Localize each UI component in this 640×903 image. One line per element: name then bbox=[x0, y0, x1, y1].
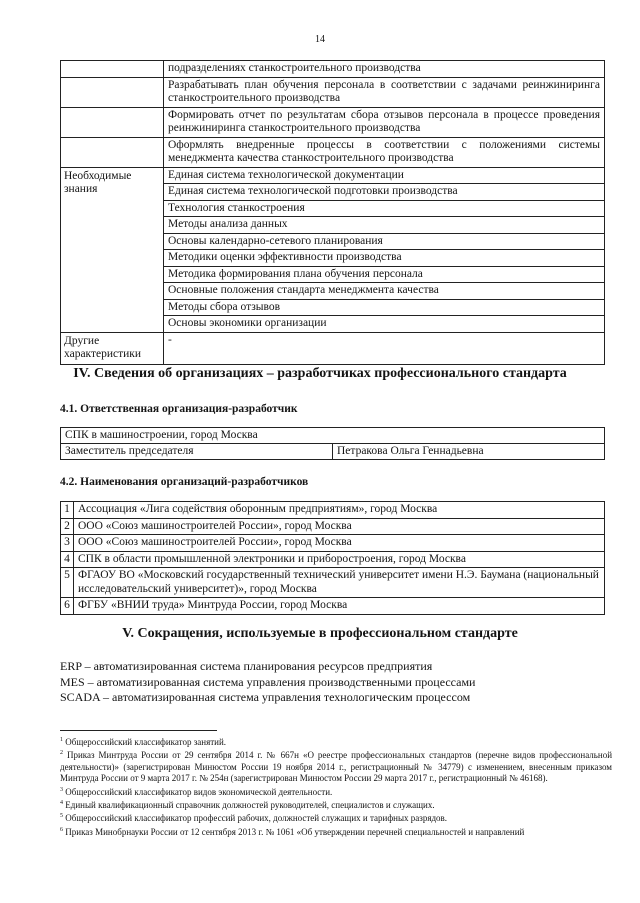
footnote-text: Общероссийский классификатор занятий. bbox=[65, 737, 227, 747]
subsection-4-1-title: 4.1. Ответственная организация-разработчик bbox=[60, 403, 298, 415]
developer-name: СПК в области промышленной электроники и приборостроения, город Москва bbox=[74, 551, 605, 568]
row-number: 2 bbox=[61, 518, 74, 535]
knowledge-cell: Методики оценки эффективности производства bbox=[164, 250, 605, 267]
table-row bbox=[61, 551, 605, 568]
knowledge-label: Необходимые знания bbox=[61, 167, 164, 332]
footnote-mark: 2 bbox=[60, 750, 63, 757]
table-row bbox=[61, 77, 605, 107]
row-number: 6 bbox=[61, 598, 74, 615]
knowledge-cell: Технология станкостроения bbox=[164, 200, 605, 217]
knowledge-cell: Методы анализа данных bbox=[164, 217, 605, 234]
table-row bbox=[61, 518, 605, 535]
footnote-mark: 1 bbox=[60, 737, 63, 743]
responsible-org-table bbox=[60, 427, 605, 460]
row-number: 3 bbox=[61, 535, 74, 552]
footnote-text: Общероссийский классификатор видов экономической деятельности. bbox=[65, 786, 333, 797]
row-number: 1 bbox=[61, 502, 74, 519]
row-number: 5 bbox=[61, 568, 74, 598]
developers-table bbox=[60, 501, 605, 615]
requirements-table bbox=[60, 60, 605, 365]
other-characteristics-value: - bbox=[164, 332, 605, 364]
subsection-4-2-title: 4.2. Наименования организаций-разработчиков bbox=[60, 476, 309, 488]
skill-cell: Разрабатывать план обучения персонала в соответствии с задачами реинжиниринга станкостроительного производства bbox=[164, 77, 605, 107]
developer-name: ФГБУ «ВНИИ труда» Минтруда России, город Москва bbox=[74, 598, 605, 615]
skill-cell: Формировать отчет по результатам сбора отзывов персонала в процессе проведения реинжиниринга станкостроительного производства bbox=[164, 107, 605, 137]
footnote-separator bbox=[60, 730, 217, 731]
footnote bbox=[60, 825, 612, 838]
footnote bbox=[60, 785, 612, 798]
table-row bbox=[61, 137, 605, 167]
table-row bbox=[61, 568, 605, 598]
other-characteristics-label: Другие характеристики bbox=[61, 332, 164, 364]
abbreviation-item: ERP – автоматизированная система планирования ресурсов предприятия bbox=[60, 659, 433, 673]
developer-name: ООО «Союз машиностроителей России», город Москва bbox=[74, 535, 605, 552]
footnote-mark: 3 bbox=[60, 786, 63, 793]
footnote-mark: 5 bbox=[60, 813, 63, 820]
table-row bbox=[61, 502, 605, 519]
developer-name: Ассоциация «Лига содействия оборонным предприятиям», город Москва bbox=[74, 502, 605, 519]
table-row bbox=[61, 332, 605, 364]
footnote-text: Общероссийский классификатор профессий рабочих, должностей служащих и тарифных разрядов. bbox=[65, 813, 448, 824]
section-4-title: IV. Сведения об организациях – разработчиках профессионального стандарта bbox=[73, 366, 567, 381]
table-row bbox=[61, 428, 605, 444]
table-row bbox=[61, 167, 605, 184]
footnote bbox=[60, 748, 612, 784]
table-row bbox=[61, 444, 605, 460]
footnote-text: Приказ Минтруда России от 29 сентября 2014 г. № 667н «О реестре профессиональных стандартов (перечне видов профессиональной деятельности)» (зарегистрирован Минюстом России 19 ноября 2014 г., регистрационный № 34779) с изменением, внесенным приказом Минтруда России от 9 марта 2017 г. № 254н (зарегистрирован Минюстом России 29 марта 2017 г., регистрационный № 46168). bbox=[60, 750, 613, 784]
footnote bbox=[60, 798, 612, 811]
table-row bbox=[61, 107, 605, 137]
empty-label-cell bbox=[61, 61, 164, 78]
abbreviation-item: MES – автоматизированная система управления производственными процессами bbox=[60, 674, 476, 689]
table-row bbox=[61, 535, 605, 552]
page-number: 14 bbox=[315, 34, 325, 45]
responsible-person: Петракова Ольга Геннадьевна bbox=[333, 444, 605, 460]
responsible-org-name: СПК в машиностроении, город Москва bbox=[61, 428, 605, 444]
skill-cell: подразделениях станкостроительного производства bbox=[164, 61, 605, 78]
knowledge-cell: Единая система технологической документации bbox=[164, 167, 605, 184]
skill-cell: Оформлять внедренные процессы в соответствии с положениями системы менеджмента качества станкостроительного производства bbox=[164, 137, 605, 167]
knowledge-cell: Единая система технологической подготовки производства bbox=[164, 184, 605, 201]
developer-name: ООО «Союз машиностроителей России», город Москва bbox=[74, 518, 605, 535]
abbreviation-item: SCADA – автоматизированная система управления технологическим процессом bbox=[60, 690, 471, 704]
footnote-mark: 4 bbox=[60, 800, 63, 807]
table-row bbox=[61, 61, 605, 78]
footnote-mark: 6 bbox=[60, 826, 63, 833]
footnotes bbox=[60, 735, 612, 838]
footnote bbox=[60, 735, 612, 748]
abbreviations-list bbox=[60, 659, 610, 706]
knowledge-cell: Основы календарно-сетевого планирования bbox=[164, 233, 605, 250]
responsible-position: Заместитель председателя bbox=[61, 444, 333, 460]
section-5-title: V. Сокращения, используемые в профессиональном стандарте bbox=[122, 626, 518, 641]
knowledge-cell: Основы экономики организации bbox=[164, 316, 605, 333]
knowledge-cell: Методы сбора отзывов bbox=[164, 299, 605, 316]
knowledge-cell: Основные положения стандарта менеджмента качества bbox=[164, 283, 605, 300]
row-number: 4 bbox=[61, 551, 74, 568]
table-row bbox=[61, 598, 605, 615]
footnote-text: Единый квалификационный справочник должностей руководителей, специалистов и служащих. bbox=[65, 800, 435, 811]
empty-label-cell bbox=[61, 137, 164, 167]
footnote-text: Приказ Минобрнауки России от 12 сентября 2013 г. № 1061 «Об утверждении перечней специальностей и направлений bbox=[65, 826, 525, 837]
empty-label-cell bbox=[61, 77, 164, 107]
knowledge-cell: Методика формирования плана обучения персонала bbox=[164, 266, 605, 283]
empty-label-cell bbox=[61, 107, 164, 137]
developer-name: ФГАОУ ВО «Московский государственный технический университет имени Н.Э. Баумана (национальный исследовательский университет)», город Москва bbox=[74, 568, 605, 598]
footnote bbox=[60, 811, 612, 824]
